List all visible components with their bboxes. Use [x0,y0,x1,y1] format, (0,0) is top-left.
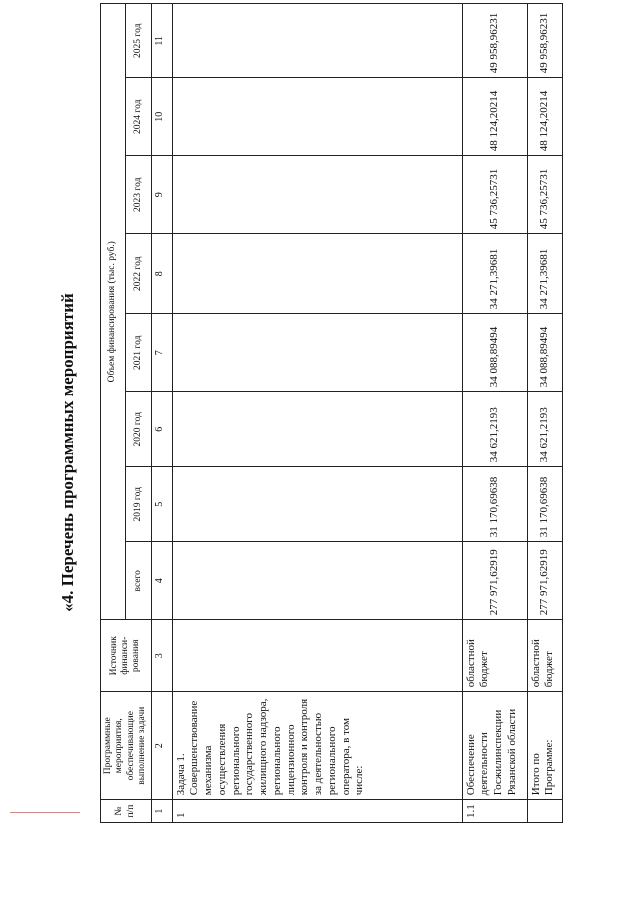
column-number: 4 [151,542,172,620]
row-value: 34 088,89494 [462,314,527,392]
row-value: 45 736,25731 [527,156,562,234]
row-num: 1.1 [462,800,527,823]
column-number: 6 [151,392,172,467]
row-value: 34 271,39681 [527,234,562,314]
row-value: 277 971,62919 [527,542,562,620]
row-value [172,4,462,78]
header-source: Источник финанси-рования [101,620,152,692]
row-value: 34 621,2193 [527,392,562,467]
row-value [172,542,462,620]
column-number: 7 [151,314,172,392]
row-value: 48 124,20214 [527,78,562,156]
row-value [172,78,462,156]
row-value: 34 088,89494 [527,314,562,392]
column-number: 3 [151,620,172,692]
table-row-1-1 [462,4,527,823]
column-number: 2 [151,692,172,800]
row-activity: Задача 1. Совершенствование механизма осуществления регионального государственного жилищного надзора, регионального лицензионного контроля и контроля за деятельностью регионального оператора, в том числе: [172,692,462,800]
row-value: 49 958,96231 [527,4,562,78]
column-number-row [151,4,172,823]
row-source [172,620,462,692]
row-num [527,800,562,823]
column-number: 5 [151,467,172,542]
header-year: 2020 год [126,392,151,467]
row-value: 34 271,39681 [462,234,527,314]
row-num: 1 [172,800,462,823]
header-total: всего [126,542,151,620]
document-title: «4. Перечень программных мероприятий [58,293,77,612]
row-value: 49 958,96231 [462,4,527,78]
table-row-task-1 [172,4,462,823]
header-year: 2019 год [126,467,151,542]
column-number: 1 [151,800,172,823]
row-value: 31 170,69638 [462,467,527,542]
row-activity: Итого по Программе: [527,692,562,800]
scan-mark [10,812,80,813]
row-value [172,392,462,467]
row-value: 45 736,25731 [462,156,527,234]
row-value: 277 971,62919 [462,542,527,620]
row-activity: Обеспечение деятельности Госжилинспекции Рязанской области [462,692,527,800]
row-value: 34 621,2193 [462,392,527,467]
header-row-1 [101,4,126,823]
row-value [172,314,462,392]
header-activities: Программные мероприятия, обеспечивающие выполнение задачи [101,692,152,800]
row-source: областной бюджет [462,620,527,692]
column-number: 11 [151,4,172,78]
header-year: 2025 год [126,4,151,78]
table-row-total [527,4,562,823]
program-activities-table [100,3,563,823]
header-year: 2023 год [126,156,151,234]
column-number: 8 [151,234,172,314]
row-value [172,234,462,314]
row-value: 48 124,20214 [462,78,527,156]
header-num: № п/п [101,800,152,823]
header-year: 2022 год [126,234,151,314]
column-number: 10 [151,78,172,156]
header-year: 2024 год [126,78,151,156]
row-value [172,467,462,542]
row-value: 31 170,69638 [527,467,562,542]
column-number: 9 [151,156,172,234]
header-volume-group: Объем финансирования (тыс. руб.) [101,4,126,620]
row-source: областной бюджет [527,620,562,692]
row-value [172,156,462,234]
header-year: 2021 год [126,314,151,392]
